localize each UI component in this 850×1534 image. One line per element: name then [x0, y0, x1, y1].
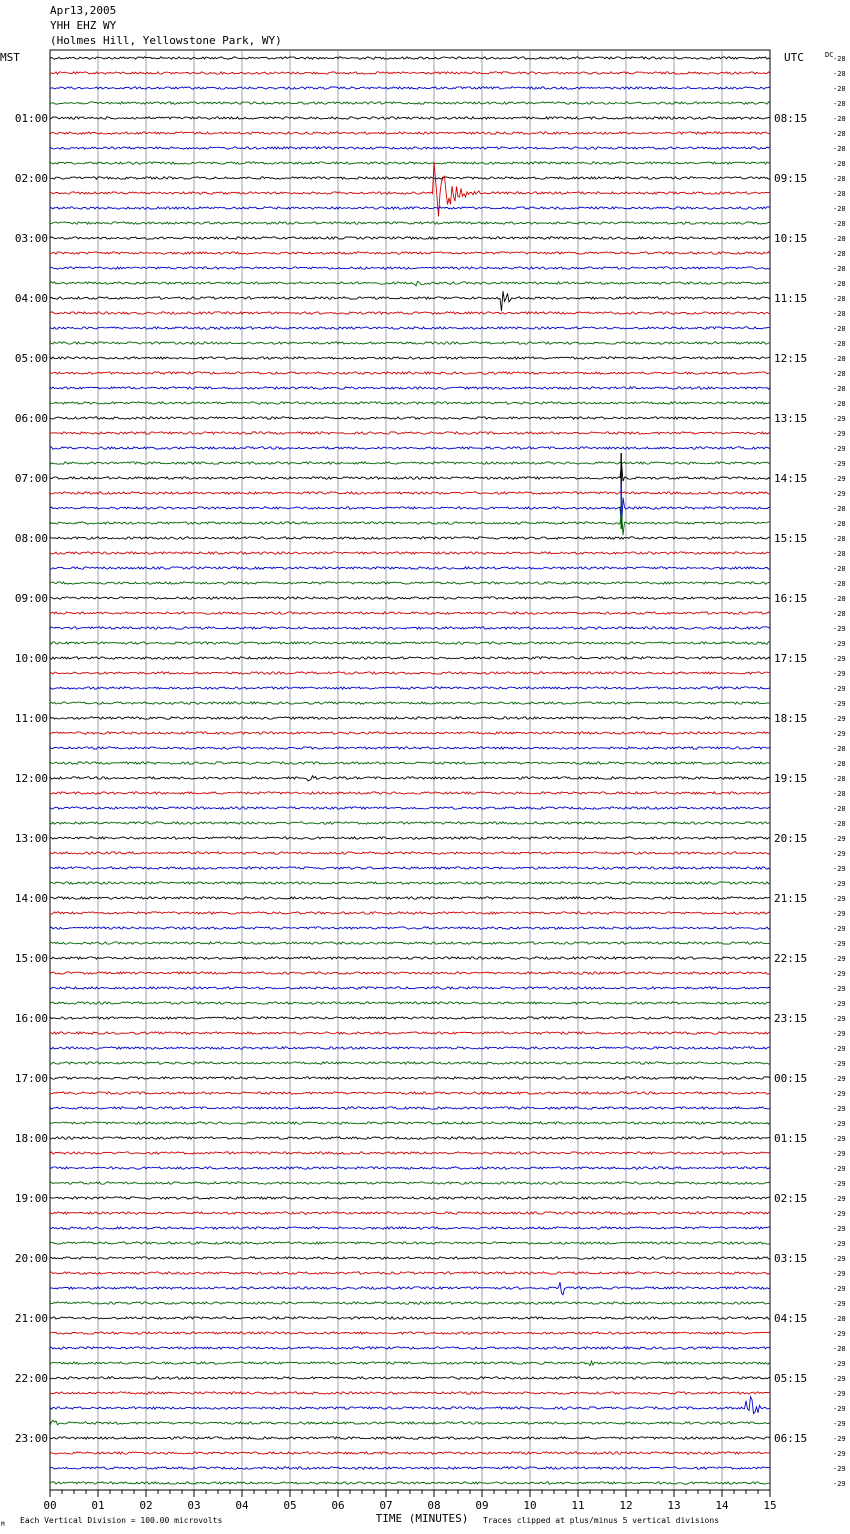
dc-offset-label: -28 — [833, 310, 846, 318]
dc-offset-label: -29 — [833, 685, 846, 693]
seismic-trace — [50, 291, 770, 311]
seismic-trace — [50, 1107, 770, 1109]
seismic-trace — [50, 1152, 770, 1154]
seismic-trace — [50, 702, 770, 704]
seismic-trace — [50, 597, 770, 599]
dc-offset-label: -29 — [833, 715, 846, 723]
dc-offset-label: -29 — [833, 460, 846, 468]
dc-offset-label: -28 — [833, 610, 846, 618]
dc-offset-label: -28 — [833, 355, 846, 363]
seismic-trace — [50, 1137, 770, 1139]
dc-offset-label: -28 — [833, 145, 846, 153]
hour-label-left: 23:00 — [14, 1432, 48, 1445]
seismic-trace — [50, 1122, 770, 1124]
hour-label-right: 23:15 — [774, 1012, 808, 1025]
dc-offset-label: -28 — [833, 550, 846, 558]
recording-date: Apr13,2005 — [50, 4, 117, 17]
seismic-trace — [50, 582, 770, 584]
seismic-trace — [50, 1272, 770, 1274]
hour-label-right: 15:15 — [774, 532, 808, 545]
seismic-trace — [50, 552, 770, 554]
dc-offset-label: -29 — [833, 700, 846, 708]
x-tick-label: 01 — [91, 1499, 105, 1512]
dc-offset-label: -28 — [833, 400, 846, 408]
hour-label-right: 00:15 — [774, 1072, 808, 1085]
station-location: (Holmes Hill, Yellowstone Park, WY) — [50, 34, 282, 47]
seismic-trace — [50, 942, 770, 944]
hour-label-right: 13:15 — [774, 412, 808, 425]
dc-offset-label: -28 — [833, 325, 846, 333]
hour-label-left: 18:00 — [14, 1132, 48, 1145]
x-tick-label: 15 — [763, 1499, 777, 1512]
utc-zone-label: UTC — [784, 51, 804, 64]
dc-offset-label: -29 — [833, 865, 846, 873]
dc-offset-label: -29 — [833, 1450, 846, 1458]
dc-offset-label: -29 — [833, 1180, 846, 1188]
seismic-trace — [50, 1242, 770, 1244]
dc-offset-label: -28 — [833, 505, 846, 513]
dc-offset-label: -28 — [833, 745, 846, 753]
dc-offset-label: -29 — [833, 730, 846, 738]
dc-offset-label: -29 — [833, 1030, 846, 1038]
dc-offset-label: -28 — [833, 580, 846, 588]
hour-label-left: 02:00 — [14, 172, 48, 185]
dc-offset-label: -28 — [833, 235, 846, 243]
hour-label-right: 16:15 — [774, 592, 808, 605]
dc-offset-label: -29 — [833, 1480, 846, 1488]
dc-offset-label: -29 — [833, 1375, 846, 1383]
hour-label-right: 21:15 — [774, 892, 808, 905]
dc-offset-label: -29 — [833, 1435, 846, 1443]
seismic-trace — [50, 972, 770, 974]
seismic-trace — [50, 372, 770, 374]
x-tick-label: 10 — [523, 1499, 537, 1512]
dc-offset-label: -29 — [833, 1285, 846, 1293]
seismic-trace — [50, 87, 770, 89]
seismic-trace — [50, 807, 770, 809]
seismic-trace — [50, 612, 770, 614]
hour-label-right: 05:15 — [774, 1372, 808, 1385]
seismic-trace — [50, 1282, 770, 1294]
seismic-trace — [50, 867, 770, 869]
seismic-trace — [50, 402, 770, 404]
hour-label-right: 14:15 — [774, 472, 808, 485]
dc-offset-label: -29 — [833, 1165, 846, 1173]
seismic-trace — [50, 417, 770, 419]
seismic-trace — [50, 1017, 770, 1019]
clip-note: Traces clipped at plus/minus 5 vertical divisions — [483, 1516, 720, 1525]
dc-offset-label: -29 — [833, 850, 846, 858]
hour-label-left: 10:00 — [14, 652, 48, 665]
x-tick-label: 02 — [139, 1499, 153, 1512]
seismic-trace — [50, 642, 770, 644]
seismic-trace — [50, 1347, 770, 1349]
dc-offset-label: -29 — [833, 970, 846, 978]
seismic-trace — [50, 102, 770, 104]
hour-label-left: 13:00 — [14, 832, 48, 845]
seismic-trace — [50, 657, 770, 659]
dc-offset-label: -28 — [833, 595, 846, 603]
seismic-trace — [50, 957, 770, 959]
dc-offset-label: -28 — [833, 265, 846, 273]
dc-offset-label: -29 — [833, 670, 846, 678]
dc-offset-label: -29 — [833, 1270, 846, 1278]
hour-label-left: 11:00 — [14, 712, 48, 725]
hour-label-right: 20:15 — [774, 832, 808, 845]
hour-label-right: 03:15 — [774, 1252, 808, 1265]
seismic-trace — [50, 1332, 770, 1334]
dc-offset-label: -29 — [833, 1150, 846, 1158]
seismic-trace — [50, 342, 770, 344]
x-tick-label: 03 — [187, 1499, 201, 1512]
seismic-trace — [50, 1361, 770, 1366]
hour-label-right: 06:15 — [774, 1432, 808, 1445]
seismic-trace — [50, 147, 770, 149]
station-code: YHH EHZ WY — [50, 19, 117, 32]
dc-offset-label: -29 — [833, 985, 846, 993]
seismic-trace — [50, 207, 770, 209]
seismic-trace — [50, 1197, 770, 1199]
seismic-trace — [50, 327, 770, 329]
hour-label-left: 14:00 — [14, 892, 48, 905]
dc-offset-label: -28 — [833, 520, 846, 528]
seismic-trace — [50, 132, 770, 134]
seismic-trace — [50, 1002, 770, 1004]
hour-label-right: 10:15 — [774, 232, 808, 245]
dc-offset-label: -29 — [833, 895, 846, 903]
seismic-trace — [50, 732, 770, 734]
dc-offset-label: -29 — [833, 655, 846, 663]
seismic-trace — [50, 1397, 770, 1414]
dc-offset-label: -29 — [833, 1135, 846, 1143]
dc-offset-label: -29 — [833, 1105, 846, 1113]
plot-frame — [50, 50, 770, 1490]
dc-offset-label: -28 — [833, 385, 846, 393]
dc-offset-label: -29 — [833, 490, 846, 498]
seismic-trace — [50, 511, 770, 535]
seismic-trace — [50, 792, 770, 794]
seismic-trace — [50, 492, 770, 494]
dc-offset-label: -28 — [833, 805, 846, 813]
dc-offset-label: -28 — [833, 250, 846, 258]
seismic-trace — [50, 1092, 770, 1094]
seismic-trace — [50, 672, 770, 674]
dc-offset-label: -28 — [833, 535, 846, 543]
seismic-trace — [50, 252, 770, 254]
seismic-trace — [50, 222, 770, 224]
hour-label-left: 21:00 — [14, 1312, 48, 1325]
hour-label-left: 15:00 — [14, 952, 48, 965]
hour-label-left: 12:00 — [14, 772, 48, 785]
dc-offset-label: -28 — [833, 565, 846, 573]
seismic-trace — [50, 1257, 770, 1259]
dc-offset-label: -29 — [833, 940, 846, 948]
seismic-trace — [50, 447, 770, 449]
hour-label-right: 17:15 — [774, 652, 808, 665]
seismic-trace — [50, 837, 770, 839]
dc-offset-label: -29 — [833, 1015, 846, 1023]
dc-offset-label: -29 — [833, 1390, 846, 1398]
seismic-trace — [50, 747, 770, 749]
hour-label-right: 12:15 — [774, 352, 808, 365]
dc-offset-label: -28 — [833, 70, 846, 78]
dc-offset-label: -28 — [833, 280, 846, 288]
hour-label-right: 01:15 — [774, 1132, 808, 1145]
seismic-trace — [50, 1032, 770, 1034]
seismic-trace — [50, 762, 770, 764]
dc-offset-label: -29 — [833, 1465, 846, 1473]
dc-offset-label: -29 — [833, 1255, 846, 1263]
hour-label-right: 04:15 — [774, 1312, 808, 1325]
dc-offset-label: -29 — [833, 640, 846, 648]
hour-label-right: 02:15 — [774, 1192, 808, 1205]
seismic-trace — [50, 1437, 770, 1439]
seismic-trace — [50, 237, 770, 239]
seismic-trace — [50, 1377, 770, 1379]
seismic-trace — [50, 627, 770, 629]
seismic-trace — [50, 687, 770, 689]
seismic-trace — [50, 776, 770, 781]
seismic-trace — [50, 1302, 770, 1304]
dc-offset-label: -28 — [833, 820, 846, 828]
hour-label-left: 09:00 — [14, 592, 48, 605]
x-tick-label: 00 — [43, 1499, 57, 1512]
x-tick-label: 12 — [619, 1499, 633, 1512]
seismic-trace — [50, 117, 770, 119]
seismic-trace — [50, 462, 770, 481]
seismic-trace — [50, 177, 770, 179]
x-tick-label: 07 — [379, 1499, 393, 1512]
hour-label-right: 18:15 — [774, 712, 808, 725]
x-tick-label: 09 — [475, 1499, 489, 1512]
corner-mark: M — [1, 1521, 5, 1528]
seismic-trace — [50, 432, 770, 434]
hour-label-right: 09:15 — [774, 172, 808, 185]
dc-offset-label: -28 — [833, 775, 846, 783]
dc-offset-label: -29 — [833, 1225, 846, 1233]
seismic-trace — [50, 57, 770, 59]
dc-offset-label: -29 — [833, 1300, 846, 1308]
seismic-trace — [50, 537, 770, 539]
dc-offset-label: -28 — [833, 1315, 846, 1323]
x-axis-title: TIME (MINUTES) — [375, 1512, 469, 1525]
x-tick-label: 05 — [283, 1499, 297, 1512]
seismic-trace — [50, 1482, 770, 1484]
dc-offset-label: -28 — [833, 190, 846, 198]
x-tick-label: 06 — [331, 1499, 345, 1512]
hour-label-right: 11:15 — [774, 292, 808, 305]
dc-offset-label: -29 — [833, 880, 846, 888]
seismic-trace — [50, 987, 770, 989]
seismic-trace — [50, 912, 770, 914]
dc-offset-label: -29 — [833, 445, 846, 453]
seismic-trace — [50, 281, 770, 286]
hour-label-right: 19:15 — [774, 772, 808, 785]
dc-offset-label: -28 — [833, 160, 846, 168]
hour-label-left: 04:00 — [14, 292, 48, 305]
seismic-trace — [50, 1227, 770, 1229]
seismic-trace — [50, 927, 770, 929]
dc-offset-label: -29 — [833, 430, 846, 438]
seismic-trace — [50, 387, 770, 389]
seismic-trace — [50, 1317, 770, 1319]
dc-offset-label: -29 — [833, 1330, 846, 1338]
dc-offset-label: -28 — [833, 1345, 846, 1353]
hour-label-left: 05:00 — [14, 352, 48, 365]
dc-offset-label: -28 — [833, 295, 846, 303]
dc-offset-label: -29 — [833, 835, 846, 843]
seismic-trace — [50, 567, 770, 569]
dc-offset-label: -29 — [833, 1195, 846, 1203]
seismic-trace — [50, 1452, 770, 1454]
seismic-trace — [50, 1392, 770, 1394]
seismic-trace — [50, 1047, 770, 1049]
dc-label: DC — [825, 51, 834, 59]
hour-label-left: 07:00 — [14, 472, 48, 485]
dc-offset-label: -29 — [833, 475, 846, 483]
x-tick-label: 13 — [667, 1499, 681, 1512]
seismic-trace — [50, 1077, 770, 1079]
dc-offset-label: -28 — [833, 175, 846, 183]
seismic-trace — [50, 1212, 770, 1214]
scale-note: Each Vertical Division = 100.00 microvolts — [20, 1516, 223, 1525]
seismic-trace — [50, 462, 770, 464]
dc-offset-label: -28 — [833, 370, 846, 378]
dc-offset-label: -29 — [833, 1045, 846, 1053]
dc-offset-label: -29 — [833, 1360, 846, 1368]
hour-label-left: 22:00 — [14, 1372, 48, 1385]
seismic-trace — [50, 717, 770, 719]
dc-offset-label: -29 — [833, 955, 846, 963]
hour-label-left: 08:00 — [14, 532, 48, 545]
mst-zone-label: MST — [0, 51, 20, 64]
dc-offset-label: -29 — [833, 1420, 846, 1428]
dc-offset-label: -29 — [833, 925, 846, 933]
hour-label-left: 19:00 — [14, 1192, 48, 1205]
hour-label-left: 01:00 — [14, 112, 48, 125]
dc-offset-label: -28 — [833, 760, 846, 768]
dc-offset-label: -29 — [833, 1210, 846, 1218]
dc-offset-label: -29 — [833, 1060, 846, 1068]
dc-offset-label: -28 — [833, 220, 846, 228]
seismic-trace — [50, 1420, 770, 1426]
dc-offset-label: -28 — [833, 340, 846, 348]
x-tick-label: 04 — [235, 1499, 249, 1512]
seismic-trace — [50, 1062, 770, 1064]
dc-offset-label: -29 — [833, 625, 846, 633]
hour-label-left: 17:00 — [14, 1072, 48, 1085]
seismic-trace — [50, 357, 770, 359]
seismic-trace — [50, 1182, 770, 1184]
hour-label-left: 03:00 — [14, 232, 48, 245]
seismic-trace — [50, 162, 770, 164]
dc-offset-label: -29 — [833, 1090, 846, 1098]
hour-label-left: 16:00 — [14, 1012, 48, 1025]
hour-label-right: 08:15 — [774, 112, 808, 125]
dc-offset-label: -29 — [833, 1405, 846, 1413]
hour-label-right: 22:15 — [774, 952, 808, 965]
hour-label-left: 06:00 — [14, 412, 48, 425]
x-tick-label: 14 — [715, 1499, 729, 1512]
dc-offset-label: -28 — [833, 115, 846, 123]
seismic-trace — [50, 312, 770, 314]
dc-offset-label: -29 — [833, 1000, 846, 1008]
x-tick-label: 11 — [571, 1499, 585, 1512]
dc-offset-label: -29 — [833, 1120, 846, 1128]
dc-offset-label: -29 — [833, 1240, 846, 1248]
seismic-trace — [50, 822, 770, 824]
x-tick-label: 08 — [427, 1499, 441, 1512]
seismic-trace — [50, 72, 770, 74]
dc-offset-label: -29 — [833, 1075, 846, 1083]
dc-offset-label: -28 — [833, 205, 846, 213]
dc-offset-label: -28 — [833, 130, 846, 138]
dc-offset-label: -28 — [833, 100, 846, 108]
seismic-trace — [50, 897, 770, 899]
hour-label-left: 20:00 — [14, 1252, 48, 1265]
seismic-trace — [50, 852, 770, 854]
dc-offset-label: -29 — [833, 415, 846, 423]
seismic-trace — [50, 1467, 770, 1469]
dc-offset-label: -28 — [833, 85, 846, 93]
seismic-trace — [50, 882, 770, 884]
seismic-trace — [50, 267, 770, 269]
dc-offset-label: -29 — [833, 910, 846, 918]
dc-offset-label: -28 — [833, 55, 846, 63]
seismic-trace — [50, 1167, 770, 1169]
dc-offset-label: -28 — [833, 790, 846, 798]
